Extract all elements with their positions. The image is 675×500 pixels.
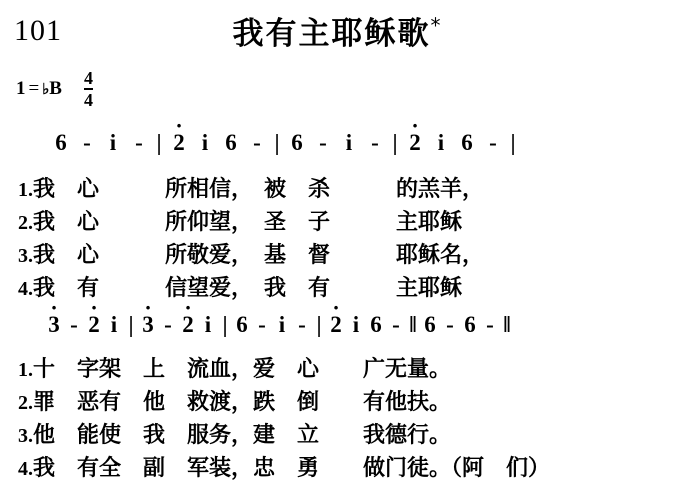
note: · 2 xyxy=(166,130,192,156)
note: - xyxy=(486,312,494,337)
note: 6 xyxy=(424,312,436,337)
key-equals: = xyxy=(28,77,40,99)
note: · 2 xyxy=(402,130,428,156)
note: - xyxy=(392,312,400,337)
barline: ‖ xyxy=(409,312,417,337)
note: i xyxy=(110,312,118,337)
lyric-line-1 xyxy=(18,172,484,203)
verse-text: 我 有 信望爱， 我 有 主耶稣 xyxy=(33,276,463,301)
note: · 2 xyxy=(84,312,104,338)
verse-text: 他 能使 我 服务，建 立 我德行。 xyxy=(33,423,452,448)
notation-line-1 xyxy=(48,130,520,156)
note: - xyxy=(258,312,266,337)
note: i xyxy=(204,312,212,337)
note: - xyxy=(446,312,454,337)
verse-number: 2. xyxy=(18,392,33,414)
verse-number: 2. xyxy=(18,212,33,234)
key-signature xyxy=(16,78,62,100)
note: · 2 xyxy=(326,312,346,338)
time-signature xyxy=(84,68,93,110)
lyric-line-3 xyxy=(18,238,484,269)
note: · 3 xyxy=(44,312,64,338)
note: - xyxy=(135,130,143,155)
note: 6 xyxy=(225,130,237,155)
note: · 2 xyxy=(178,312,198,338)
verse-number: 3. xyxy=(18,245,33,267)
note: i xyxy=(437,130,445,155)
lyric-line-7 xyxy=(18,418,451,449)
verse-text: 我 心 所敬爱， 基 督 耶稣名， xyxy=(33,243,485,268)
barline: ‖ xyxy=(503,312,511,337)
notation-line-2 xyxy=(44,312,514,338)
verse-number: 4. xyxy=(18,458,33,480)
page-title xyxy=(0,8,675,53)
time-denominator: 4 xyxy=(83,89,93,110)
note: 6 xyxy=(55,130,67,155)
note: 6 xyxy=(236,312,248,337)
barline: | xyxy=(274,130,280,155)
note: i xyxy=(278,312,286,337)
verse-text: 我 心 所相信， 被 杀 的羔羊， xyxy=(33,177,485,202)
verse-number: 4. xyxy=(18,278,33,300)
barline: | xyxy=(316,312,322,337)
lyric-line-6 xyxy=(18,385,451,416)
note: - xyxy=(164,312,172,337)
note: i xyxy=(352,312,360,337)
time-numerator: 4 xyxy=(83,68,93,88)
key-prefix: 1 xyxy=(16,77,26,99)
barline: | xyxy=(128,312,134,337)
barline: | xyxy=(156,130,162,155)
note: i xyxy=(201,130,209,155)
note: i xyxy=(109,130,117,155)
barline: | xyxy=(222,312,228,337)
note: - xyxy=(253,130,261,155)
barline: | xyxy=(510,130,516,155)
hymn-number: 101 xyxy=(14,14,62,47)
lyric-line-5 xyxy=(18,352,451,383)
note: 6 xyxy=(370,312,382,337)
note: - xyxy=(319,130,327,155)
note: 6 xyxy=(464,312,476,337)
flat-icon: ♭ xyxy=(42,81,50,98)
note: · 3 xyxy=(138,312,158,338)
lyric-line-2 xyxy=(18,205,462,236)
lyric-line-8 xyxy=(18,451,550,482)
note: i xyxy=(345,130,353,155)
note: - xyxy=(489,130,497,155)
verse-text: 我 心 所仰望， 圣 子 主耶稣 xyxy=(33,210,463,235)
verse-text: 我 有全 副 军装，忠 勇 做门徒。（阿 们） xyxy=(33,456,551,481)
title-footnote-mark: * xyxy=(430,13,443,38)
note: - xyxy=(371,130,379,155)
verse-number: 3. xyxy=(18,425,33,447)
note: 6 xyxy=(461,130,473,155)
note: 6 xyxy=(291,130,303,155)
barline: | xyxy=(392,130,398,155)
verse-number: 1. xyxy=(18,179,33,201)
note: - xyxy=(298,312,306,337)
verse-number: 1. xyxy=(18,359,33,381)
verse-text: 十 字架 上 流血，爱 心 广无量。 xyxy=(33,357,452,382)
verse-text: 罪 恶有 他 救渡，跌 倒 有他扶。 xyxy=(33,390,452,415)
page-title-text: 我有主耶稣歌 xyxy=(232,16,431,52)
key-letter: B xyxy=(49,77,62,99)
note: - xyxy=(83,130,91,155)
note: - xyxy=(70,312,78,337)
key-and-meter xyxy=(16,68,93,110)
